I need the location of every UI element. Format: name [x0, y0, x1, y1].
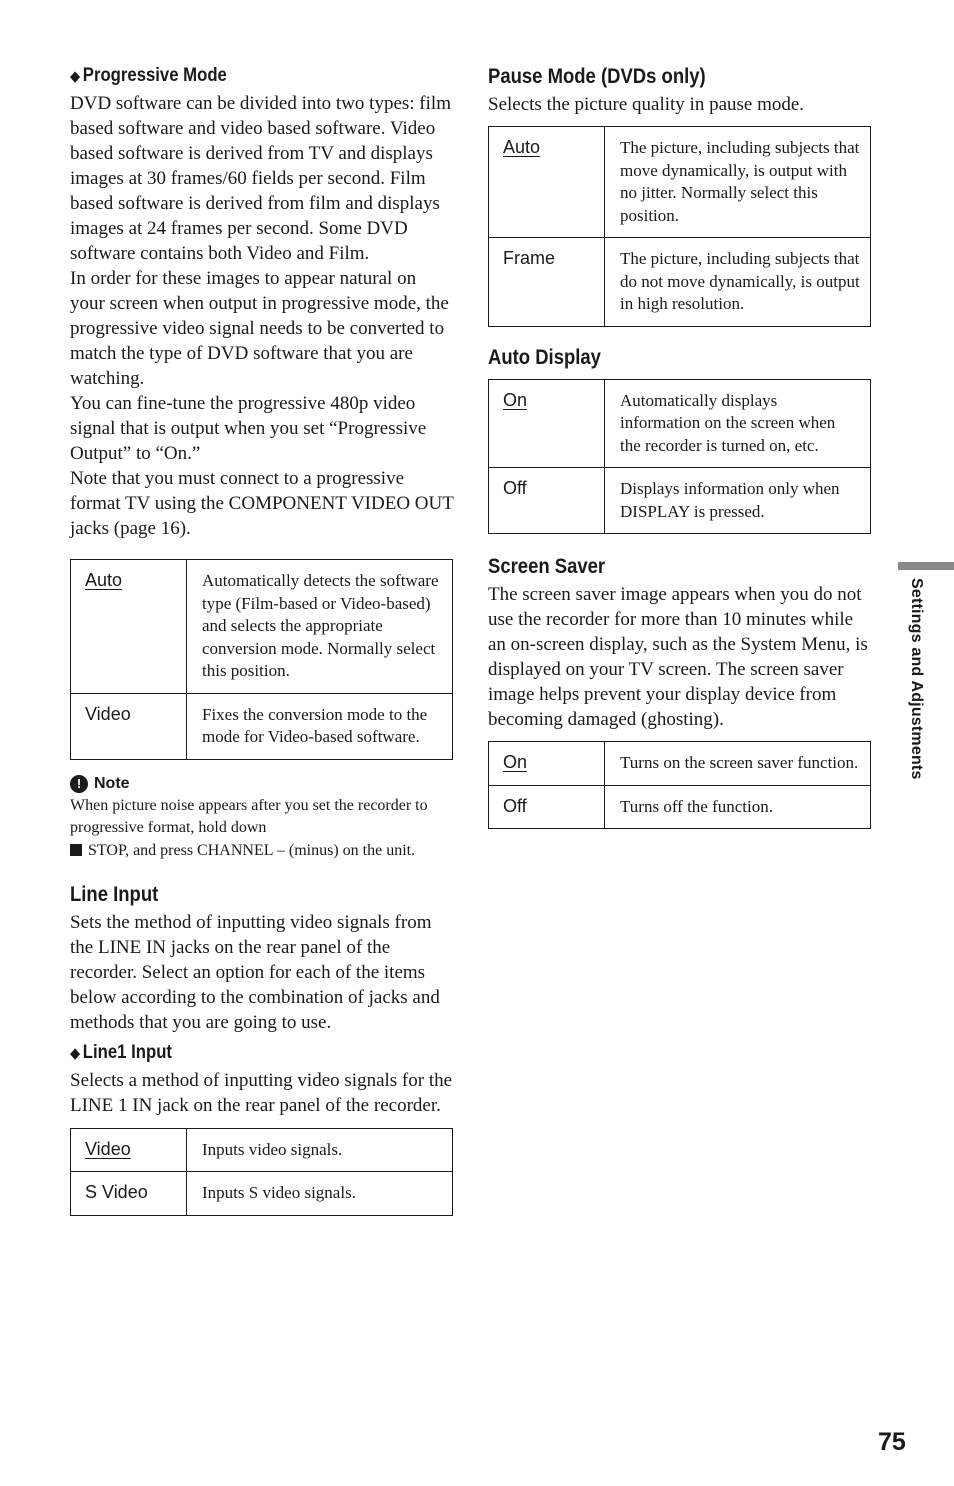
table-row	[71, 1172, 453, 1216]
table-row	[489, 127, 871, 238]
progressive-mode-para-1: DVD software can be divided into two types: film based software and video based software. Video based software is derived from TV and displays images at 30 frames/60 fields per second. Film based software is derived from film and displays images at 24 frames per second. Some DVD software contains both Video and Film.	[70, 93, 451, 264]
table-row	[489, 238, 871, 327]
option-key: Video	[71, 1128, 187, 1172]
note-text: When picture noise appears after you set the recorder to progressive format, hold down STOP, and press CHANNEL – (minus) on the unit.	[70, 796, 428, 860]
note-heading: ! Note	[70, 773, 454, 795]
table-row	[489, 742, 871, 786]
page-number: 75	[878, 1428, 906, 1456]
option-desc: Turns on the screen saver function.	[605, 742, 871, 786]
option-key: Auto	[489, 127, 605, 238]
table-row	[489, 379, 871, 468]
stop-square-icon	[70, 844, 82, 856]
progressive-mode-para-4: Note that you must connect to a progressive format TV using the COMPONENT VIDEO OUT jacks (page 16).	[70, 468, 454, 539]
screen-saver-table	[488, 741, 871, 829]
table-row	[71, 1128, 453, 1172]
auto-display-heading: Auto Display	[488, 345, 601, 369]
progressive-mode-para-3: You can fine-tune the progressive 480p video signal that is output when you set “Progressive Output” to “On.”	[70, 393, 427, 464]
line1-input-heading: ◆ Line1 Input	[70, 1041, 172, 1063]
option-key: On	[489, 742, 605, 786]
option-key: On	[489, 379, 605, 468]
note-block	[70, 773, 454, 863]
option-desc: The picture, including subjects that move dynamically, is output with no jitter. Normally select this position.	[605, 127, 871, 238]
diamond-bullet-icon: ◆	[70, 68, 81, 85]
progressive-mode-table	[70, 559, 453, 760]
option-desc: Automatically detects the software type (Film-based or Video-based) and selects the appropriate conversion mode. Normally select this position.	[187, 560, 453, 694]
table-row	[71, 693, 453, 759]
option-desc: Fixes the conversion mode to the mode for Video-based software.	[187, 693, 453, 759]
option-desc: Inputs S video signals.	[187, 1172, 453, 1216]
line1-input-text: Selects a method of inputting video signals for the LINE 1 IN jack on the rear panel of the recorder.	[70, 1069, 453, 1116]
note-warning-icon: !	[70, 775, 88, 793]
side-tab-marker	[898, 562, 954, 570]
option-key: Video	[71, 693, 187, 759]
pause-mode-table	[488, 126, 871, 327]
option-desc: Displays information only when DISPLAY is pressed.	[605, 468, 871, 534]
line1-input-table	[70, 1128, 453, 1216]
right-column	[488, 62, 872, 829]
table-row	[489, 785, 871, 829]
pause-mode-text: Selects the picture quality in pause mode.	[488, 94, 805, 115]
progressive-mode-heading: ◆ Progressive Mode	[70, 65, 227, 86]
table-row	[71, 560, 453, 694]
option-desc: Inputs video signals.	[187, 1128, 453, 1172]
option-desc: Turns off the function.	[605, 785, 871, 829]
line-input-text: Sets the method of inputting video signals from the LINE IN jacks on the rear panel of the recorder. Select an option for each of the items below according to the combination of jacks and methods that you are going to use.	[70, 911, 440, 1033]
left-column	[70, 62, 454, 1216]
option-key: S Video	[71, 1172, 187, 1216]
auto-display-table	[488, 379, 871, 535]
option-key: Frame	[489, 238, 605, 327]
progressive-mode-para-2: In order for these images to appear natural on your screen when output in progressive mode, the progressive video signal needs to be converted to match the type of DVD software that you are watching.	[70, 268, 449, 389]
option-desc: The picture, including subjects that do not move dynamically, is output in high resolution.	[605, 238, 871, 327]
option-key: Off	[489, 468, 605, 534]
option-desc: Automatically displays information on the screen when the recorder is turned on, etc.	[605, 379, 871, 468]
option-key: Off	[489, 785, 605, 829]
pause-mode-heading: Pause Mode (DVDs only)	[488, 65, 706, 88]
side-tab-label: Settings and Adjustments	[908, 578, 925, 780]
diamond-bullet-icon: ◆	[70, 1044, 81, 1062]
table-row	[489, 468, 871, 534]
option-key: Auto	[71, 560, 187, 694]
line-input-heading: Line Input	[70, 882, 159, 906]
screen-saver-heading: Screen Saver	[488, 555, 606, 578]
screen-saver-text: The screen saver image appears when you do not use the recorder for more than 10 minutes while an on-screen display, such as the System Menu, is displayed on your TV screen. The screen saver image helps prevent your display device from becoming damaged (ghosting).	[488, 584, 868, 730]
